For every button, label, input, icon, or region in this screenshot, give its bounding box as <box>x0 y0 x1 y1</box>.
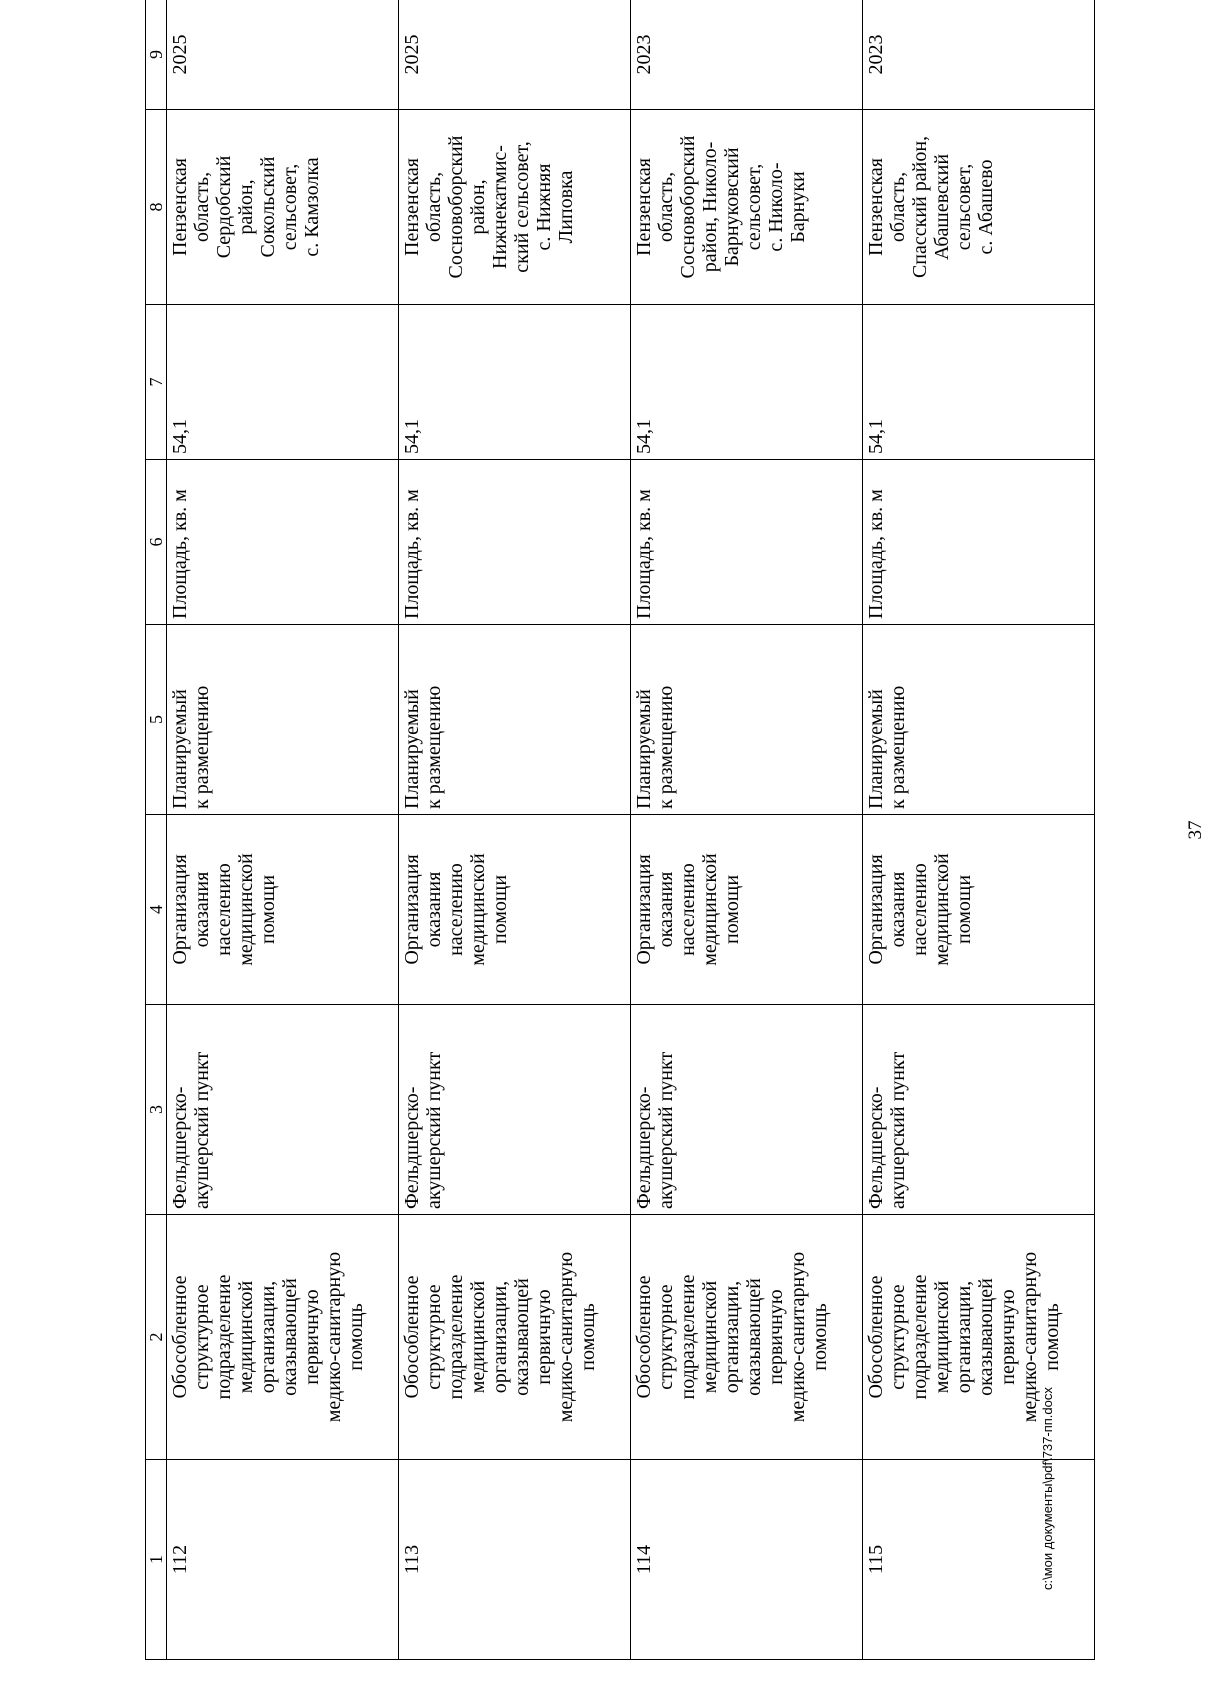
cell-line: медицинской <box>235 853 258 966</box>
cell-line: медико-санитарную <box>555 1251 578 1423</box>
cell-line: медико-санитарную <box>1019 1251 1042 1423</box>
column-number-3: 3 <box>146 1005 167 1215</box>
cell-location <box>631 110 863 305</box>
cell-line: оказывающей <box>975 1278 998 1396</box>
cell-line: оказания <box>887 871 910 948</box>
cell-status <box>631 625 863 815</box>
cell-line: первичную <box>997 1289 1020 1385</box>
cell-line: Абашевский <box>931 153 954 261</box>
cell-line: подразделение <box>445 1274 468 1400</box>
table-row <box>167 0 399 1660</box>
cell-line: с. Николо- <box>765 162 788 252</box>
cell-line: Обособленное <box>401 1275 424 1399</box>
column-number-9: 9 <box>146 0 167 110</box>
cell-line: Пензенская <box>865 158 888 256</box>
cell-line: Сосновоборский <box>445 135 468 279</box>
cell-line: район, Николо- <box>699 141 722 273</box>
cell-line: акушерский пункт <box>423 1051 446 1209</box>
cell-line: первичную <box>533 1289 556 1385</box>
cell-line: Липовка <box>555 170 578 244</box>
cell-line: Нижнекатмис- <box>489 145 512 269</box>
cell-object-name <box>399 1005 631 1215</box>
cell-line: район, <box>467 179 490 235</box>
cell-line: организации, <box>489 1280 512 1394</box>
cell-object-type <box>631 1215 863 1460</box>
cell-line: подразделение <box>213 1274 236 1400</box>
cell-line: Сердобский <box>213 155 236 259</box>
cell-status <box>399 625 631 815</box>
cell-line: медицинской <box>699 1280 722 1394</box>
cell-line: медицинской <box>467 853 490 966</box>
cell-location <box>863 110 1095 305</box>
cell-number: 112 <box>167 1460 399 1660</box>
cell-parameter: Площадь, кв. м <box>631 460 863 625</box>
cell-line: с. Камзолка <box>301 157 324 257</box>
cell-year: 2023 <box>863 0 1095 110</box>
column-number-4: 4 <box>146 815 167 1005</box>
cell-line: область, <box>191 171 214 243</box>
cell-line: Планируемый <box>865 689 888 809</box>
cell-line: первичную <box>301 1289 324 1385</box>
cell-year: 2025 <box>399 0 631 110</box>
cell-location <box>399 110 631 305</box>
cell-line: оказания <box>423 871 446 948</box>
cell-line: с. Нижняя <box>533 163 556 251</box>
cell-line: Барнуки <box>787 171 810 243</box>
cell-line: помощь <box>809 1303 832 1371</box>
cell-line: Спасский район, <box>909 135 932 279</box>
cell-line: организации, <box>953 1280 976 1394</box>
cell-line: Барнуковский <box>721 147 744 267</box>
cell-line: структурное <box>191 1284 214 1390</box>
cell-number: 114 <box>631 1460 863 1660</box>
column-number-6: 6 <box>146 460 167 625</box>
cell-line: оказывающей <box>511 1278 534 1396</box>
column-number-7: 7 <box>146 305 167 460</box>
cell-year: 2025 <box>167 0 399 110</box>
cell-line: структурное <box>887 1284 910 1390</box>
table-row <box>631 0 863 1660</box>
cell-value: 54,1 <box>631 305 863 460</box>
cell-parameter: Площадь, кв. м <box>863 460 1095 625</box>
cell-line: помощь <box>577 1303 600 1371</box>
cell-line: структурное <box>655 1284 678 1390</box>
column-number-8: 8 <box>146 110 167 305</box>
cell-line: район, <box>235 179 258 235</box>
cell-line: медицинской <box>467 1280 490 1394</box>
cell-line: первичную <box>765 1289 788 1385</box>
cell-line: сельсовет, <box>953 163 976 251</box>
cell-line: населению <box>677 863 700 956</box>
table-row <box>399 0 631 1660</box>
cell-location <box>167 110 399 305</box>
cell-line: Сосновоборский <box>677 135 700 279</box>
cell-purpose <box>863 815 1095 1005</box>
page-number: 37 <box>1185 820 1206 840</box>
cell-object-name <box>167 1005 399 1215</box>
cell-number: 113 <box>399 1460 631 1660</box>
cell-line: организации, <box>721 1280 744 1394</box>
cell-line: медицинской <box>931 1280 954 1394</box>
cell-line: населению <box>213 863 236 956</box>
cell-line: медико-санитарную <box>323 1251 346 1423</box>
cell-purpose <box>167 815 399 1005</box>
cell-line: подразделение <box>909 1274 932 1400</box>
cell-line: Организация <box>633 854 656 965</box>
cell-line: область, <box>423 171 446 243</box>
cell-object-name <box>631 1005 863 1215</box>
cell-object-type <box>167 1215 399 1460</box>
cell-object-name <box>863 1005 1095 1215</box>
cell-line: медико-санитарную <box>787 1251 810 1423</box>
cell-object-type <box>399 1215 631 1460</box>
cell-line: структурное <box>423 1284 446 1390</box>
facilities-table <box>145 0 1095 1660</box>
cell-line: населению <box>909 863 932 956</box>
cell-line: область, <box>887 171 910 243</box>
cell-line: Планируемый <box>633 689 656 809</box>
cell-line: Планируемый <box>401 689 424 809</box>
cell-line: акушерский пункт <box>887 1051 910 1209</box>
rotated-page <box>145 0 1206 1660</box>
cell-line: сельсовет, <box>743 163 766 251</box>
cell-parameter: Площадь, кв. м <box>399 460 631 625</box>
cell-year: 2023 <box>631 0 863 110</box>
column-number-5: 5 <box>146 625 167 815</box>
cell-number: 115 <box>863 1460 1095 1660</box>
cell-line: область, <box>655 171 678 243</box>
cell-line: медицинской <box>699 853 722 966</box>
cell-line: помощи <box>721 874 744 945</box>
column-number-1: 1 <box>146 1460 167 1660</box>
cell-parameter: Площадь, кв. м <box>167 460 399 625</box>
cell-line: помощь <box>345 1303 368 1371</box>
cell-line: Фельдшерско- <box>401 1086 424 1209</box>
cell-line: к размещению <box>191 685 214 809</box>
cell-line: к размещению <box>887 685 910 809</box>
cell-purpose <box>631 815 863 1005</box>
cell-line: населению <box>445 863 468 956</box>
cell-line: медицинской <box>235 1280 258 1394</box>
cell-line: помощи <box>489 874 512 945</box>
cell-value: 54,1 <box>167 305 399 460</box>
cell-line: оказывающей <box>743 1278 766 1396</box>
cell-line: Организация <box>401 854 424 965</box>
cell-line: Обособленное <box>633 1275 656 1399</box>
column-number-row <box>146 0 167 1660</box>
cell-line: Сокольский <box>257 156 280 258</box>
cell-line: Фельдшерско- <box>865 1086 888 1209</box>
cell-line: Пензенская <box>401 158 424 256</box>
cell-value: 54,1 <box>863 305 1095 460</box>
cell-line: Организация <box>865 854 888 965</box>
cell-line: помощи <box>257 874 280 945</box>
cell-line: Пензенская <box>169 158 192 256</box>
cell-line: Планируемый <box>169 689 192 809</box>
cell-line: к размещению <box>423 685 446 809</box>
footer-file-path: c:\мои документы\pdf\737-пп.docx <box>1040 1387 1055 1590</box>
cell-line: с. Абашево <box>975 159 998 255</box>
column-number-2: 2 <box>146 1215 167 1460</box>
cell-line: помощь <box>1041 1303 1064 1371</box>
cell-line: Обособленное <box>865 1275 888 1399</box>
cell-line: ский сельсовет, <box>511 141 534 273</box>
cell-line: оказания <box>191 871 214 948</box>
cell-line: организации, <box>257 1280 280 1394</box>
cell-status <box>863 625 1095 815</box>
cell-line: сельсовет, <box>279 163 302 251</box>
cell-status <box>167 625 399 815</box>
cell-line: Пензенская <box>633 158 656 256</box>
cell-line: подразделение <box>677 1274 700 1400</box>
cell-line: помощи <box>953 874 976 945</box>
cell-line: Фельдшерско- <box>169 1086 192 1209</box>
cell-line: акушерский пункт <box>655 1051 678 1209</box>
cell-line: Обособленное <box>169 1275 192 1399</box>
cell-line: оказывающей <box>279 1278 302 1396</box>
cell-line: Фельдшерско- <box>633 1086 656 1209</box>
table-body <box>146 0 1095 1660</box>
cell-value: 54,1 <box>399 305 631 460</box>
cell-line: Организация <box>169 854 192 965</box>
cell-line: медицинской <box>931 853 954 966</box>
cell-line: оказания <box>655 871 678 948</box>
cell-purpose <box>399 815 631 1005</box>
cell-line: к размещению <box>655 685 678 809</box>
cell-line: акушерский пункт <box>191 1051 214 1209</box>
